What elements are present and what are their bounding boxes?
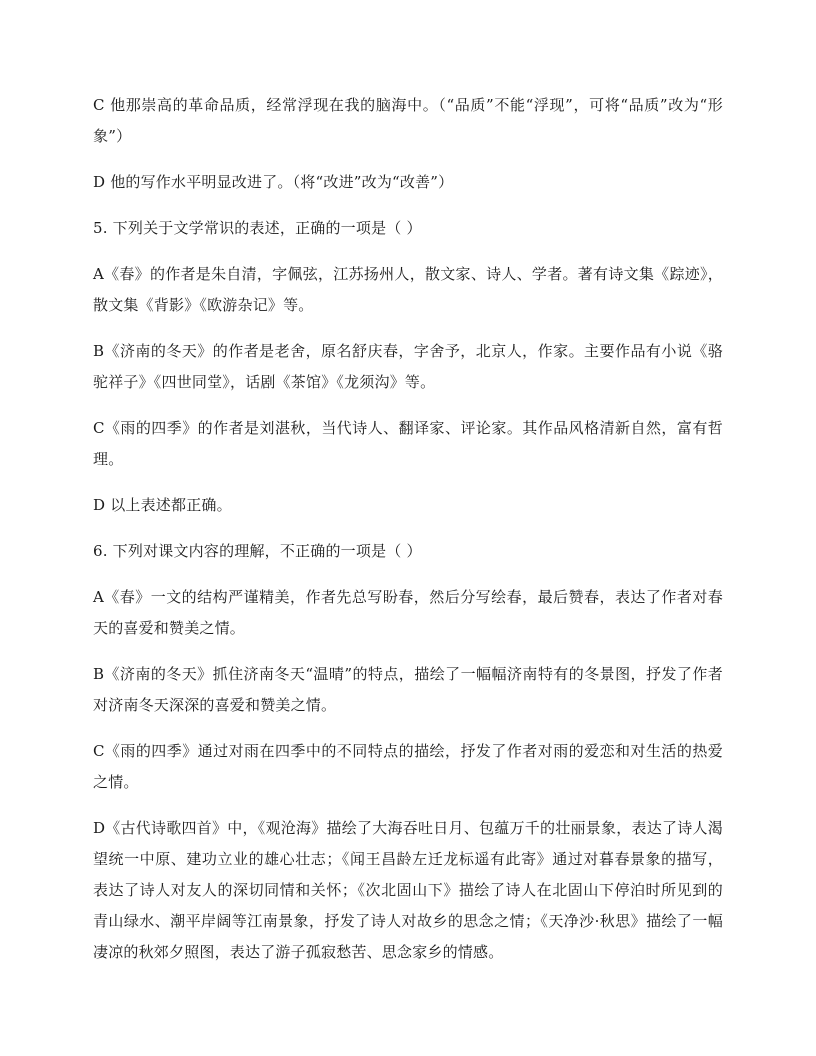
q5-option-b: B《济南的冬天》的作者是老舍，原名舒庆春，字舍予，北京人，作家。主要作品有小说《骆驼祥子》《四世同堂》，话剧《茶馆》《龙须沟》等。	[93, 342, 723, 391]
q5-option-a: A《春》的作者是朱自清，字佩弦，江苏扬州人，散文家、诗人、学者。著有诗文集《踪迹》，散文集《背影》《欧游杂记》等。	[93, 265, 723, 314]
q6-option-a: A《春》一文的结构严谨精美，作者先总写盼春，然后分写绘春，最后赞春，表达了作者对春天的喜爱和赞美之情。	[93, 588, 723, 637]
q5-option-d: D 以上表述都正确。	[93, 496, 232, 514]
q6-option-c: C《雨的四季》通过对雨在四季中的不同特点的描绘，抒发了作者对雨的爱恋和对生活的热爱之情。	[93, 742, 723, 791]
question-5-stem: 5. 下列关于文学常识的表述，正确的一项是（ ）	[93, 219, 422, 237]
q6-option-b: B《济南的冬天》抓住济南冬天“温晴”的特点，描绘了一幅幅济南特有的冬景图，抒发了作者对济南冬天深深的喜爱和赞美之情。	[93, 665, 723, 714]
question-6-stem: 6. 下列对课文内容的理解，不正确的一项是（ ）	[93, 542, 422, 560]
q5-option-c: C《雨的四季》的作者是刘湛秋，当代诗人、翻译家、评论家。其作品风格清新自然，富有哲理。	[93, 419, 723, 468]
option-d-paragraph: D 他的写作水平明显改进了。（将“改进”改为“改善”）	[93, 173, 454, 191]
option-c-paragraph: C 他那崇高的革命品质，经常浮现在我的脑海中。（“品质”不能“浮现”，可将“品质”改为“形象”）	[93, 96, 723, 145]
q6-option-d: D《古代诗歌四首》中，《观沧海》描绘了大海吞吐日月、包蕴万千的壮丽景象，表达了诗人渴望统一中原、建功立业的雄心壮志；《闻王昌龄左迁龙标遥有此寄》通过对暮春景象的描写，表达了诗人对友人的深切同情和关怀；《次北固山下》描绘了诗人在北固山下停泊时所见到的青山绿水、潮平岸阔等江南景象，抒发了诗人对故乡的思念之情；《天净沙·秋思》描绘了一幅凄凉的秋郊夕照图，表达了游子孤寂愁苦、思念家乡的情感。	[93, 819, 723, 961]
document-page	[93, 90, 723, 968]
